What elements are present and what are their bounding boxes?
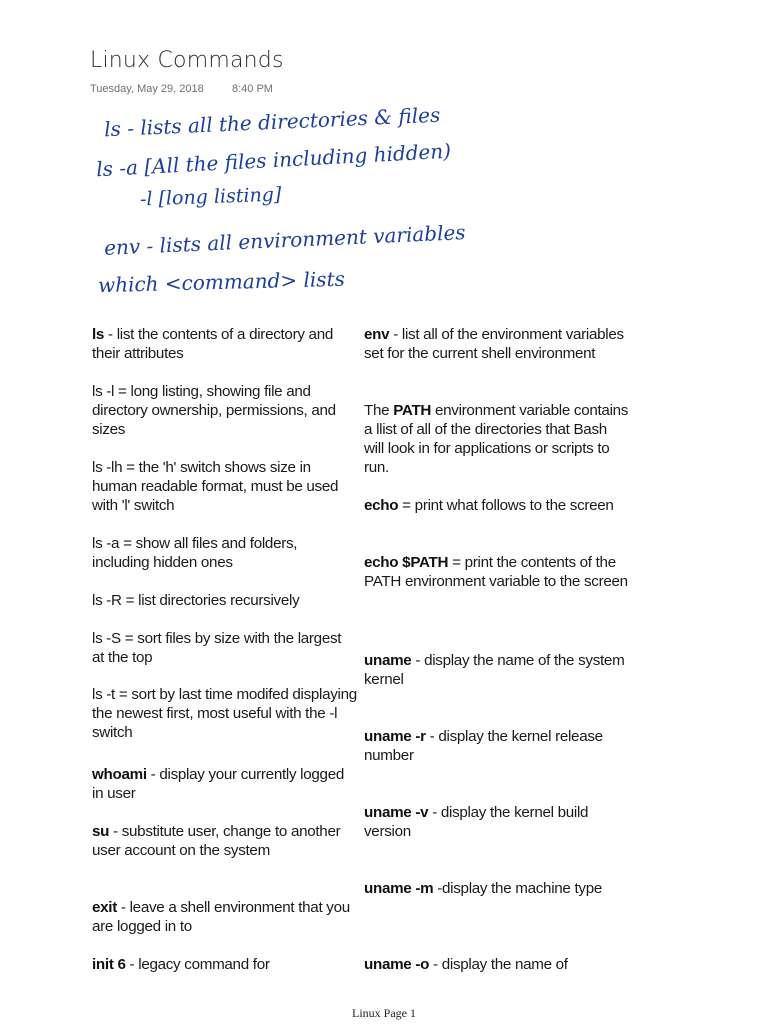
handwritten-line: -l [long listing] (139, 183, 282, 211)
command-entry (364, 955, 629, 974)
command-description: ls -a = show all files and folders, including hidden ones (92, 535, 298, 571)
command-sep: - (109, 823, 122, 840)
command-entry (364, 401, 629, 477)
command-name: uname -m (364, 880, 434, 897)
command-entry (364, 553, 629, 591)
command-sep: - (104, 326, 117, 343)
command-entry (92, 898, 357, 936)
handwritten-notes (96, 100, 536, 310)
page-time: 8:40 PM (232, 83, 273, 95)
command-entry (92, 458, 357, 515)
command-description: legacy command for (138, 956, 270, 973)
command-name: su (92, 823, 110, 840)
command-description: display the kernel release number (364, 728, 603, 764)
command-description: display the name of the system kernel (364, 652, 625, 688)
command-entry (92, 765, 357, 803)
command-entry (92, 822, 357, 860)
command-sep: - (146, 766, 160, 783)
command-prefix: The (364, 402, 394, 419)
command-sep: - (411, 652, 425, 669)
command-description: display the name of (441, 956, 568, 973)
command-description: substitute user, change to another user account on the system (92, 823, 341, 859)
command-entry (92, 325, 357, 363)
command-name: whoami (92, 766, 147, 783)
handwritten-line: ls - lists all the directories & files (103, 102, 441, 142)
command-sep: = (448, 554, 465, 571)
command-entry (92, 382, 357, 439)
page-footer: Linux Page 1 (352, 1006, 416, 1020)
command-name: echo $PATH (364, 554, 449, 571)
handwritten-line: ls -a [All the files including hidden) (95, 138, 452, 182)
command-entry (364, 651, 629, 689)
command-name: uname (364, 652, 412, 669)
command-name: uname -v (364, 804, 429, 821)
command-sep: - (425, 728, 439, 745)
command-description: ls -R = list directories recursively (92, 592, 300, 609)
command-description: display your currently logged in user (92, 766, 344, 802)
command-description: ls -l = long listing, showing file and directory ownership, permissions, and sizes (92, 383, 336, 438)
command-description: leave a shell environment that you are logged in to (92, 899, 350, 935)
command-description: display the kernel build version (364, 804, 589, 840)
command-sep: - (429, 956, 442, 973)
command-entry (364, 803, 629, 841)
command-name: uname -o (364, 956, 430, 973)
command-description: environment variable contains a llist of all of the directories that Bash will look in for applications or scripts to run. (364, 402, 629, 476)
command-description: ls -lh = the 'h' switch shows size in human readable format, must be used with 'l' switch (92, 459, 339, 514)
command-name: exit (92, 899, 117, 916)
command-name: echo (364, 497, 399, 514)
command-entry (364, 727, 629, 765)
command-description: ls -t = sort by last time modifed displaying the newest first, most useful with the -l switch (92, 686, 357, 741)
handwritten-line: which <command> lists (97, 266, 346, 298)
command-description: list the contents of a directory and their attributes (92, 326, 333, 362)
command-entry (92, 629, 357, 667)
command-sep: - (428, 804, 441, 821)
command-entry (364, 325, 629, 363)
command-name: uname -r (364, 728, 426, 745)
command-entry (92, 591, 357, 610)
command-description: print what follows to the screen (414, 497, 614, 514)
handwritten-line: env - lists all environment variables (103, 220, 467, 260)
page-date: Tuesday, May 29, 2018 (90, 83, 204, 95)
command-sep: - (389, 326, 402, 343)
page-title: Linux Commands (90, 48, 284, 73)
command-description: list all of the environment variables set for the current shell environment (364, 326, 624, 362)
command-description: display the machine type (442, 880, 602, 897)
command-name: init 6 (92, 956, 126, 973)
command-name: ls (92, 326, 105, 343)
command-entry (364, 879, 629, 898)
command-sep: - (125, 956, 139, 973)
command-entry (92, 534, 357, 572)
command-description: print the contents of the PATH environment variable to the screen (364, 554, 628, 590)
command-entry (92, 685, 357, 742)
command-sep: - (433, 880, 443, 897)
command-sep: = (398, 497, 415, 514)
command-name: PATH (393, 402, 432, 419)
command-sep: - (116, 899, 130, 916)
command-entry (364, 496, 629, 515)
command-entry (92, 955, 357, 974)
command-description: ls -S = sort files by size with the largest at the top (92, 630, 342, 666)
command-name: env (364, 326, 390, 343)
